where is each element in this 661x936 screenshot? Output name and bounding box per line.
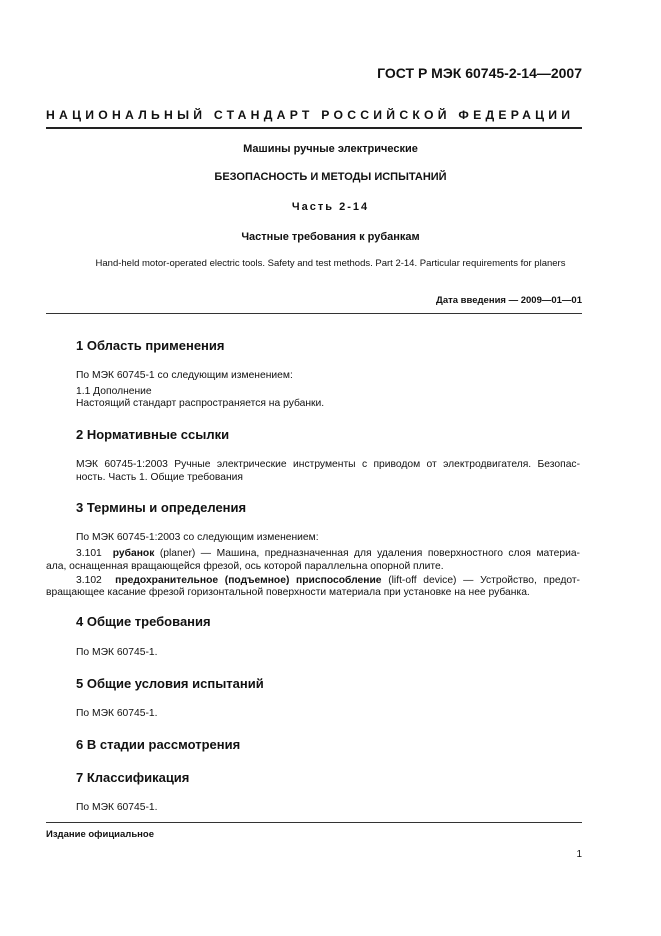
footer-divider [46,822,582,823]
header-divider [46,127,582,129]
term-3-101-number: 3.101 [76,548,102,559]
term-3-102-number: 3.102 [76,575,102,586]
section-7-line-1: По МЭК 60745-1. [76,802,158,813]
section-1-line-1: По МЭК 60745-1 со следующим изменением: [76,370,293,381]
section-3-line-1: По МЭК 60745-1:2003 со следующим изменением: [76,532,319,543]
section-1-line-2: 1.1 Дополнение [76,386,152,397]
national-standard-heading: НАЦИОНАЛЬНЫЙ СТАНДАРТ РОССИЙСКОЙ ФЕДЕРАЦИИ [46,108,575,122]
effective-date: Дата введения — 2009—01—01 [436,295,582,306]
document-subtitle: Машины ручные электрические [243,143,418,155]
term-3-102-definition: (lift-off device) — Устройство, предот- [388,575,580,586]
official-edition-label: Издание официальное [46,829,154,840]
section-5-heading: 5 Общие условия испытаний [76,676,264,691]
term-3-102-term: предохранительное (подъемное) приспособление [115,575,382,586]
section-2-line-2: ность. Часть 1. Общие требования [76,472,243,483]
section-4-line-1: По МЭК 60745-1. [76,647,158,658]
term-3-101-line-2: ала, оснащенная вращающейся фрезой, ось которой параллельна опорной плите. [46,561,444,572]
part-title: Частные требования к рубанкам [241,231,420,243]
section-3-heading: 3 Термины и определения [76,500,247,515]
section-2-line-1-text: МЭК 60745-1:2003 Ручные электрические инструменты с приводом от электродвигателя. Безопас- [76,459,580,470]
term-3-102-line-2: вращающее касание фрезой горизонтальной поверхности материала при установке на нее рубанка. [46,587,530,598]
section-5-line-1: По МЭК 60745-1. [76,708,158,719]
section-6-heading: 6 В стадии рассмотрения [76,737,241,752]
page-number: 1 [576,849,582,860]
term-3-101-definition: (planer) — Машина, предназначенная для удаления поверхностного слоя материа- [159,548,580,559]
section-1-line-3: Настоящий стандарт распространяется на рубанки. [76,398,325,409]
document-code: ГОСТ Р МЭК 60745-2-14—2007 [377,65,582,81]
section-1-heading: 1 Область применения [76,338,225,353]
document-title: БЕЗОПАСНОСТЬ И МЕТОДЫ ИСПЫТАНИЙ [214,171,447,183]
section-7-heading: 7 Классификация [76,770,190,785]
english-title: Hand-held motor-operated electric tools. Safety and test methods. Part 2-14. Particular requirements for planers [95,258,566,269]
section-2-heading: 2 Нормативные ссылки [76,427,230,442]
section-4-heading: 4 Общие требования [76,614,211,629]
date-divider [46,313,582,314]
part-number: Часть 2-14 [291,201,370,213]
term-3-101-term: рубанок [112,548,155,559]
